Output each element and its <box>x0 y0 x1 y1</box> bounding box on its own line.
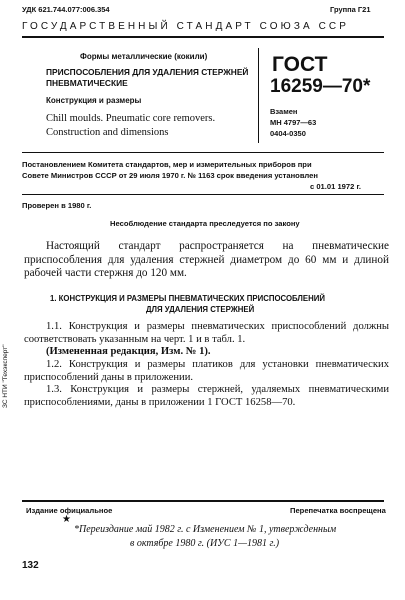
star-mark: ★ <box>62 514 71 525</box>
gost-label: ГОСТ <box>272 53 328 76</box>
decree-rule <box>22 194 384 195</box>
subtitle-ru: Конструкция и размеры <box>46 96 142 105</box>
gost-divider <box>258 48 259 143</box>
decree-line3: с 01.01 1972 г. <box>310 182 361 191</box>
group-code: Группа Г21 <box>330 5 371 14</box>
footer-rule <box>22 500 384 502</box>
title-en-line1: Chill moulds. Pneumatic core removers. <box>46 113 216 124</box>
margin-stamp: ЗС НТИ "Техэксперт" <box>2 344 9 408</box>
clause-1-2: 1.2. Конструкция и размеры платиков для установки пневматических приспособлений даны в приложении. <box>24 359 389 383</box>
reprint-prohibited: Перепечатка воспрещена <box>290 506 386 515</box>
title-ru-line2: ПНЕВМАТИЧЕСКИЕ <box>46 78 128 88</box>
header-rule <box>22 36 384 38</box>
intro-paragraph: Настоящий стандарт распространяется на пневматические приспособления для удаления стержней диаметром до 60 мм и длиной рабочей части стержня до 120 мм. <box>24 240 389 279</box>
decree-line2: Совете Министров СССР от 29 июля 1970 г. № 1163 срок введения установлен <box>22 171 318 180</box>
clause-1-1-edit: (Измененная редакция, Изм. № 1). <box>46 346 211 357</box>
okp-code: 0404-0350 <box>270 129 306 138</box>
violation-note: Несоблюдение стандарта преследуется по закону <box>110 219 300 228</box>
title-en-line2: Construction and dimensions <box>46 127 169 138</box>
reissue-note-line2: в октябре 1980 г. (ИУС 1—1981 г.) <box>130 538 280 549</box>
state-standard-banner: ГОСУДАРСТВЕННЫЙ СТАНДАРТ СОЮЗА ССР <box>22 21 350 32</box>
section1-heading-line2: ДЛЯ УДАЛЕНИЯ СТЕРЖНЕЙ <box>146 305 255 314</box>
decree-line1: Постановлением Комитета стандартов, мер и измерительных приборов при <box>22 160 312 169</box>
udk-code: УДК 621.744.077:006.354 <box>22 5 110 14</box>
checked-year: Проверен в 1980 г. <box>22 201 92 210</box>
official-edition: Издание официальное <box>26 506 113 515</box>
title-block-rule <box>22 152 384 153</box>
page-number: 132 <box>22 560 39 571</box>
replaces-mn: МН 4797—63 <box>270 118 317 127</box>
section1-heading-line1: 1. КОНСТРУКЦИЯ И РАЗМЕРЫ ПНЕВМАТИЧЕСКИХ ПРИСПОСОБЛЕНИЙ <box>50 294 325 303</box>
replaces-label: Взамен <box>270 107 298 116</box>
forms-line: Формы металлические (кокили) <box>80 52 208 61</box>
gost-number: 16259—70* <box>270 76 371 97</box>
clause-1-3: 1.3. Конструкция и размеры стержней, удаляемых пневматическими приспособлениями, даны в приложении 1 ГОСТ 16258—70. <box>24 384 389 408</box>
title-ru-line1: ПРИСПОСОБЛЕНИЯ ДЛЯ УДАЛЕНИЯ СТЕРЖНЕЙ <box>46 67 249 77</box>
reissue-note-line1: *Переиздание май 1982 г. с Изменением № 1, утвержденным <box>74 524 337 535</box>
clause-1-1: 1.1. Конструкция и размеры пневматических приспособлений должны соответствовать указанным на черт. 1 и в табл. 1. <box>24 321 389 345</box>
